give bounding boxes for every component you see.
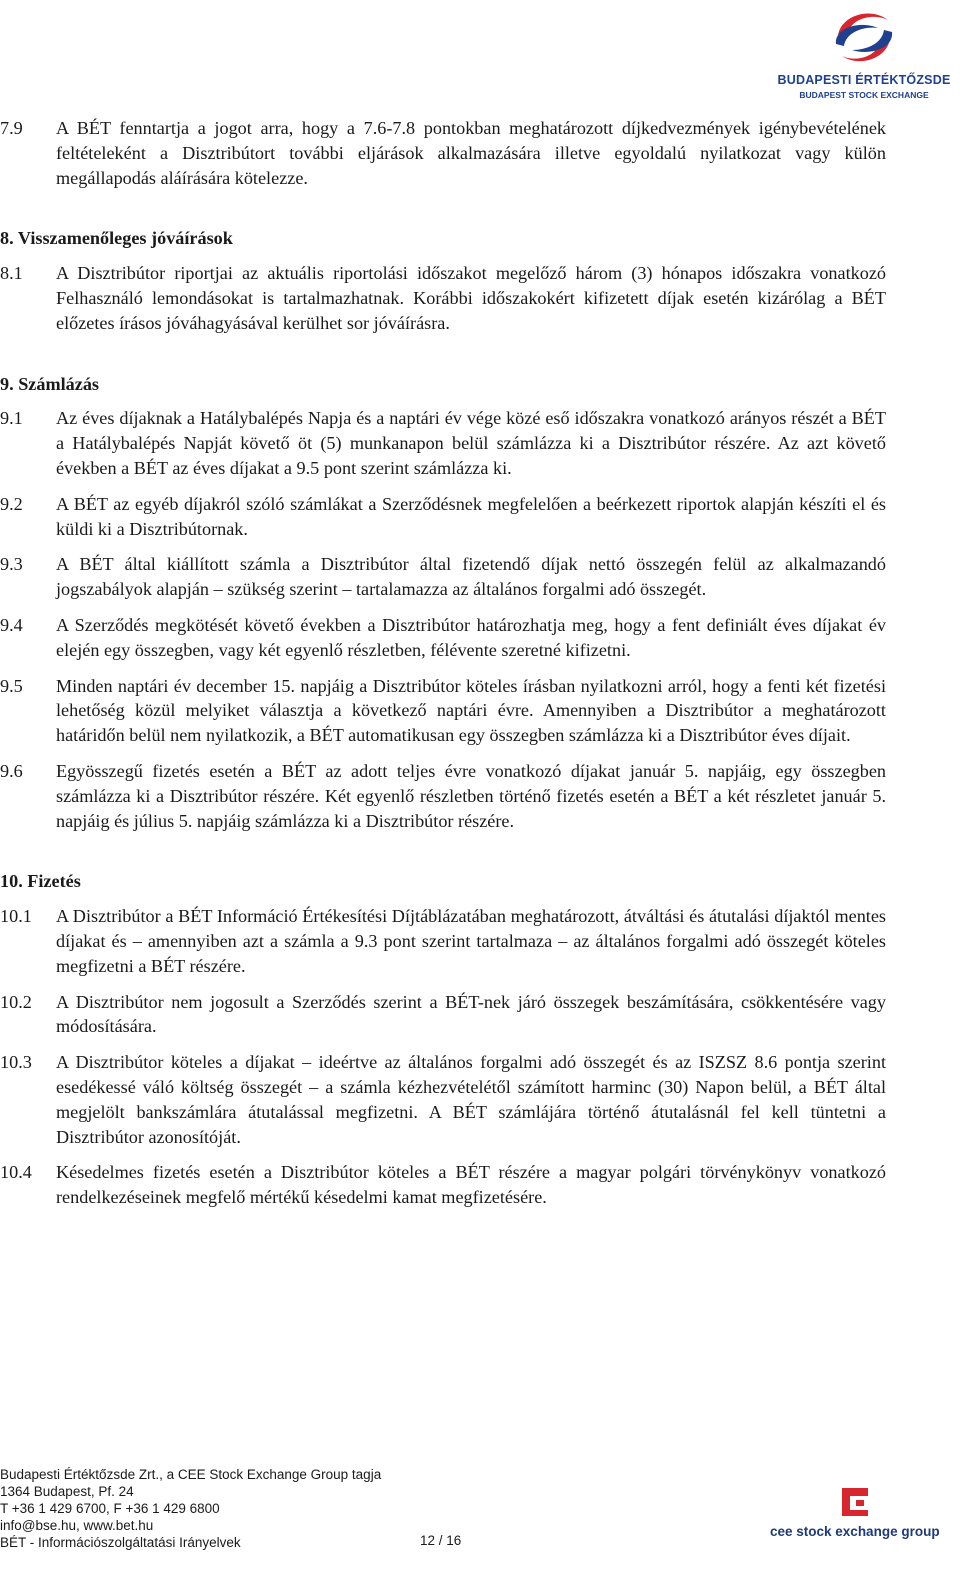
footer-address <box>0 1466 381 1551</box>
numbered-paragraph <box>0 759 886 833</box>
numbered-paragraph <box>0 613 886 663</box>
numbered-paragraph <box>0 116 886 190</box>
section-heading: 10. Fizetés <box>0 871 81 892</box>
paragraph-number: 10.1 <box>0 906 32 927</box>
paragraph-text: Minden naptári év december 15. napjáig a Disztribútor köteles írásban nyilatkozni arról, hogy a fenti két fizetési lehetőség közül melyiket választja a következő naptári évre. Amennyiben a Disztribútor a meghatározott határidőn belül nem nyilatkozik, a BÉT automatikusan egy összegben számlázza ki a Disztribútor éves díjait. <box>56 675 886 746</box>
paragraph-number: 10.3 <box>0 1052 32 1073</box>
numbered-paragraph <box>0 552 886 602</box>
numbered-paragraph <box>0 406 886 480</box>
footer-line: Budapesti Értéktőzsde Zrt., a CEE Stock Exchange Group tagja <box>0 1467 382 1482</box>
numbered-paragraph <box>0 1160 886 1210</box>
document-body <box>0 116 886 1221</box>
numbered-paragraph <box>0 492 886 542</box>
section-heading: 9. Számlázás <box>0 373 100 394</box>
numbered-paragraph <box>0 1050 886 1149</box>
paragraph-number: 9.4 <box>0 614 23 635</box>
paragraph-text: A Szerződés megkötését követő években a Disztribútor határozhatja meg, hogy a fent definiált éves díjakat év elején egy összegben, vagy két egyenlő részletben, félévente szeretné kifizetni. <box>56 614 886 660</box>
bet-logo-mark-icon <box>830 6 898 72</box>
footer-line: 1364 Budapest, Pf. 24 <box>0 1484 134 1499</box>
numbered-paragraph <box>0 990 886 1040</box>
paragraph-number: 9.2 <box>0 493 23 514</box>
cee-group-logo <box>770 1484 942 1544</box>
paragraph-number: 9.5 <box>0 675 23 696</box>
paragraph-text: A BÉT az egyéb díjakról szóló számlákat a Szerződésnek megfelelően a beérkezett riportok alapján készíti el és küldi ki a Disztribútornak. <box>56 493 886 539</box>
paragraph-text: A BÉT által kiállított számla a Disztribútor által fizetendő díjak nettó összegén felül az alkalmazandó jogszabályok alapján – szükség szerint – tartalamazza az általános forgalmi adó összegét. <box>56 554 886 600</box>
paragraph-text: A Disztribútor köteles a díjakat – ideértve az általános forgalmi adó összegét és az ISZSZ 8.6 pontja szerint esedékessé váló költség összegét – a számla kézhezvételétől számított harminc (30) Napon belül, a BÉT által megjelölt bankszámlára átutalással megfizetni. A BÉT számlájára történő átutalásnál fel kell tüntetni a Disztribútor azonosítóját. <box>56 1052 886 1147</box>
paragraph-number: 9.3 <box>0 554 23 575</box>
paragraph-text: Késedelmes fizetés esetén a Disztribútor köteles a BÉT részére a magyar polgári törvénykönyv vonatkozó rendelkezéseinek megfelő mértékű késedelmi kamat megfizetésére. <box>56 1162 886 1208</box>
page-number: 12 / 16 <box>420 1533 462 1548</box>
section-heading: 8. Visszamenőleges jóváírások <box>0 228 233 249</box>
paragraph-text: A Disztribútor nem jogosult a Szerződés szerint a BÉT-nek járó összegek beszámítására, csökkentésére vagy módosítására. <box>56 991 886 1037</box>
numbered-paragraph <box>0 674 886 748</box>
paragraph-text: A BÉT fenntartja a jogot arra, hogy a 7.6-7.8 pontokban meghatározott díjkedvezmények igénybevételének feltételeként a Disztribútort további eljárások alkalmazására illetve egyoldalú nyilatkozat vagy külön megállapodás aláírására kötelezze. <box>56 118 886 188</box>
footer-line: T +36 1 429 6700, F +36 1 429 6800 <box>0 1501 220 1516</box>
paragraph-text: Egyösszegű fizetés esetén a BÉT az adott teljes évre vonatkozó díjakat január 5. napjáig, egy összegben számlázza ki a Disztribútor részére. Két egyenlő részletben történő fizetés esetén a BÉT a két részletet január 5. napjáig és július 5. napjáig számlázza ki a Disztribútor részére. <box>56 760 886 831</box>
footer-line: BÉT - Információszolgáltatási Irányelvek <box>0 1535 241 1550</box>
logo-subtitle: BUDAPEST STOCK EXCHANGE <box>799 90 929 100</box>
cee-logo-mark-icon <box>838 1484 872 1520</box>
paragraph-text: A Disztribútor a BÉT Információ Értékesítési Díjtáblázatában meghatározott, átváltási és átutalási díjaktól mentes díjakat és – amennyiben azt a számla a 9.3 pont szerint tartalmaza – az általános forgalmi adó összegét köteles megfizetni a BÉT részére. <box>56 906 886 976</box>
cee-group-name: cee stock exchange group <box>770 1524 940 1539</box>
paragraph-text: Az éves díjaknak a Hatálybalépés Napja és a naptári év vége közé eső időszakra vonatkozó arányos részét a BÉT a Hatálybalépés Napját követő öt (5) munkanapon belül számlázza ki a Disztribútor részére. Az azt követő években a BÉT az éves díjakat a 9.5 pont szerint számlázza ki. <box>56 408 886 478</box>
logo-name: BUDAPESTI ÉRTÉKTŐZSDE <box>777 73 951 87</box>
paragraph-number: 10.4 <box>0 1162 32 1183</box>
paragraph-text: A Disztribútor riportjai az aktuális riportolási időszakot megelőző három (3) hónapos időszakra vonatkozó Felhasználó lemondásokat is tartalmazhatnak. Korábbi időszakokért kifizetett díjak esetén kizárólag a BÉT előzetes írásos jóváhagyásával kerülhet sor jóváírásra. <box>56 263 886 333</box>
paragraph-number: 10.2 <box>0 991 32 1012</box>
paragraph-number: 8.1 <box>0 263 23 284</box>
bet-logo <box>774 6 954 101</box>
paragraph-number: 9.6 <box>0 760 23 781</box>
numbered-paragraph <box>0 261 886 335</box>
numbered-paragraph <box>0 904 886 978</box>
footer-line: info@bse.hu, www.bet.hu <box>0 1518 154 1533</box>
paragraph-number: 9.1 <box>0 408 23 429</box>
paragraph-number: 7.9 <box>0 118 23 138</box>
